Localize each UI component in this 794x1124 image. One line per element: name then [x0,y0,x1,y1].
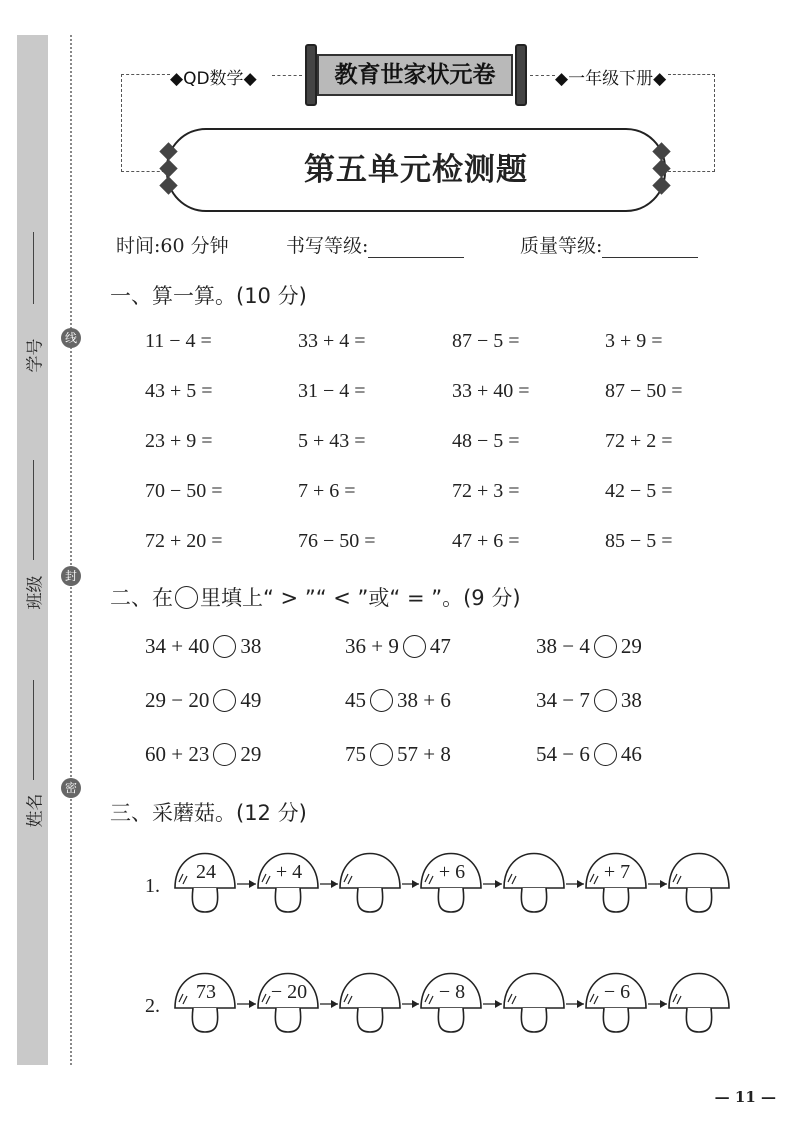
compare-right: 38 [620,688,642,712]
arrow-icon [320,880,338,888]
arrow-icon [483,880,502,888]
calc-item[interactable]: 47 + 6 = [452,530,520,552]
mushroom-cap-text: − 6 [603,981,631,1003]
mushroom-cap-text: + 4 [275,861,303,883]
compare-left: 36 + 9 [345,634,399,658]
chain-label: 2. [145,995,160,1017]
mushroom-icon[interactable] [504,974,564,1033]
compare-right: 47 [429,634,451,658]
mushroom-cap-text: 73 [196,981,216,1003]
unit-title: 第五单元检测题 [304,152,528,188]
mushroom-icon[interactable] [669,854,729,913]
calc-item[interactable]: 31 − 4 = [298,380,366,402]
mushroom-cap-text: − 20 [270,981,308,1003]
arrow-icon [320,1000,338,1008]
series-title: 教育世家状元卷 [317,54,513,96]
mushroom-icon[interactable] [258,854,318,913]
mushroom-cap-text: + 7 [603,861,631,883]
arrow-icon [237,880,256,888]
calc-item[interactable]: 33 + 4 = [298,330,366,352]
section2-title: 二、在 里填上“ > ”“ < ”或“ = ”。(9 分) [110,586,521,610]
arrow-icon [483,1000,502,1008]
arrow-icon [402,880,419,888]
time-info: 时间:60 分钟 [116,235,229,257]
mushroom-icon[interactable] [586,854,646,913]
calc-item[interactable]: 87 − 50 = [605,380,683,402]
mushroom-icon[interactable] [421,974,481,1033]
calc-item[interactable]: 70 − 50 = [145,480,223,502]
mushroom-icon[interactable] [586,974,646,1033]
mushroom-icon[interactable] [421,854,481,913]
mushroom-cap-text: − 8 [438,981,466,1003]
calc-item[interactable]: 5 + 43 = [298,430,366,452]
seal-feng: 封 [61,566,81,586]
calc-item[interactable]: 23 + 9 = [145,430,213,452]
left-tag: ◆QD数学◆ [170,69,257,89]
mushroom-cap-text: 24 [196,861,216,883]
compare-left: 60 + 23 [145,742,210,766]
arrow-icon [402,1000,419,1008]
compare-left: 34 + 40 [145,634,210,658]
calc-item[interactable]: 11 − 4 = [145,330,212,352]
compare-left: 34 − 7 [536,688,590,712]
compare-right: 29 [620,634,642,658]
calc-item[interactable]: 7 + 6 = [298,480,356,502]
mushroom-icon[interactable] [258,974,318,1033]
calc-item[interactable]: 76 − 50 = [298,530,376,552]
calc-item[interactable]: 85 − 5 = [605,530,673,552]
mushroom-icon[interactable] [175,854,235,913]
calc-item[interactable]: 43 + 5 = [145,380,213,402]
xingming-label: 姓名 [25,793,46,828]
compare-right: 49 [240,688,262,712]
seal-mi: 密 [61,778,81,798]
section1-title: 一、算一算。(10 分) [110,284,307,308]
compare-left: 38 − 4 [536,634,590,658]
calc-item[interactable]: 87 − 5 = [452,330,520,352]
compare-right: 29 [240,742,262,766]
mushroom-icon[interactable] [669,974,729,1033]
mushroom-icon[interactable] [340,974,400,1033]
compare-right: 57 + 8 [397,742,451,766]
compare-right: 38 [240,634,262,658]
compare-right: 38 + 6 [397,688,451,712]
calc-item[interactable]: 42 − 5 = [605,480,673,502]
mushroom-icon[interactable] [504,854,564,913]
arrow-icon [566,880,584,888]
arrow-icon [648,880,667,888]
calc-item[interactable]: 48 − 5 = [452,430,520,452]
quality-grade: 质量等级: [520,231,698,258]
calc-item[interactable]: 72 + 3 = [452,480,520,502]
compare-left: 29 − 20 [145,688,210,712]
calc-item[interactable]: 33 + 40 = [452,380,530,402]
calc-item[interactable]: 3 + 9 = [605,330,663,352]
compare-left: 54 − 6 [536,742,590,766]
mushroom-icon[interactable] [340,854,400,913]
writing-grade: 书写等级: [286,231,464,258]
page-number: — 11 — [714,1088,776,1106]
calc-item[interactable]: 72 + 20 = [145,530,223,552]
chain-label: 1. [145,875,160,897]
calc-item[interactable]: 72 + 2 = [605,430,673,452]
compare-left: 45 [345,688,366,712]
compare-right: 46 [620,742,642,766]
arrow-icon [566,1000,584,1008]
compare-left: 75 [345,742,366,766]
arrow-icon [237,1000,256,1008]
seal-xian: 线 [61,328,81,348]
banji-label: 班级 [25,575,46,610]
mushroom-cap-text: + 6 [438,861,466,883]
arrow-icon [648,1000,667,1008]
section3-title: 三、采蘑菇。(12 分) [110,801,307,825]
right-tag: ◆一年级下册◆ [555,69,667,89]
xuehao-label: 学号 [25,338,46,373]
mushroom-icon[interactable] [175,974,235,1033]
